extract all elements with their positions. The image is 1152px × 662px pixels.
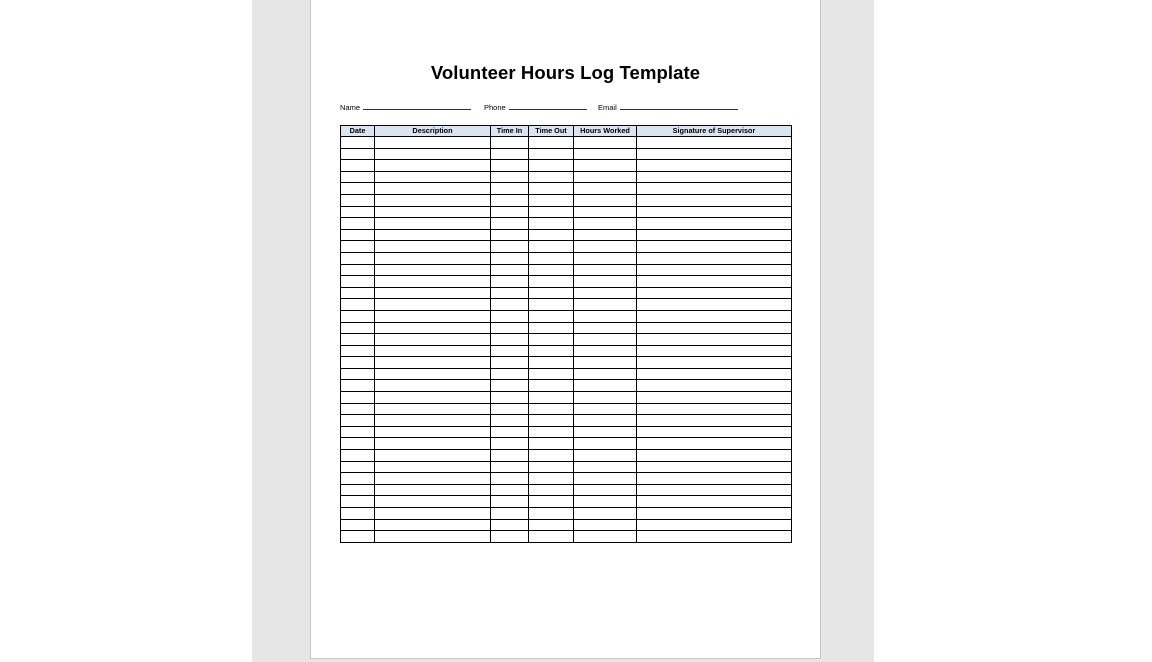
table-cell[interactable] bbox=[375, 461, 491, 473]
table-cell[interactable] bbox=[375, 218, 491, 230]
table-cell[interactable] bbox=[491, 276, 529, 288]
table-row bbox=[341, 380, 792, 392]
table-cell[interactable] bbox=[574, 264, 637, 276]
table-cell[interactable] bbox=[574, 229, 637, 241]
table-cell[interactable] bbox=[491, 299, 529, 311]
table-row bbox=[341, 299, 792, 311]
table-cell[interactable] bbox=[491, 357, 529, 369]
table-row bbox=[341, 531, 792, 543]
table-row bbox=[341, 137, 792, 149]
table-cell[interactable] bbox=[529, 206, 574, 218]
volunteer-log-table bbox=[340, 125, 792, 543]
table-cell[interactable] bbox=[529, 218, 574, 230]
table-cell[interactable] bbox=[529, 380, 574, 392]
table-cell[interactable] bbox=[637, 496, 792, 508]
table-cell[interactable] bbox=[529, 276, 574, 288]
table-cell[interactable] bbox=[529, 264, 574, 276]
email-blank-line bbox=[620, 102, 738, 110]
table-cell[interactable] bbox=[375, 531, 491, 543]
table-cell[interactable] bbox=[375, 438, 491, 450]
table-row bbox=[341, 276, 792, 288]
table-cell[interactable] bbox=[637, 299, 792, 311]
table-row bbox=[341, 496, 792, 508]
table-row bbox=[341, 322, 792, 334]
table-body bbox=[341, 137, 792, 543]
table-row bbox=[341, 264, 792, 276]
table-cell[interactable] bbox=[637, 287, 792, 299]
table-cell[interactable] bbox=[637, 183, 792, 195]
table-cell[interactable] bbox=[637, 508, 792, 520]
email-label: Email bbox=[598, 103, 617, 112]
table-cell[interactable] bbox=[375, 368, 491, 380]
table-cell[interactable] bbox=[529, 171, 574, 183]
table-cell[interactable] bbox=[341, 496, 375, 508]
table-cell[interactable] bbox=[574, 345, 637, 357]
table-cell[interactable] bbox=[574, 496, 637, 508]
table-cell[interactable] bbox=[637, 194, 792, 206]
document-page[interactable] bbox=[310, 0, 821, 659]
table-cell[interactable] bbox=[574, 357, 637, 369]
table-cell[interactable] bbox=[574, 415, 637, 427]
table-cell[interactable] bbox=[529, 415, 574, 427]
table-cell[interactable] bbox=[375, 252, 491, 264]
table-cell[interactable] bbox=[341, 484, 375, 496]
table-cell[interactable] bbox=[341, 194, 375, 206]
table-row bbox=[341, 334, 792, 346]
table-cell[interactable] bbox=[491, 426, 529, 438]
table-cell[interactable] bbox=[529, 496, 574, 508]
table-cell[interactable] bbox=[529, 194, 574, 206]
table-cell[interactable] bbox=[529, 438, 574, 450]
table-cell[interactable] bbox=[529, 287, 574, 299]
table-cell[interactable] bbox=[637, 473, 792, 485]
table-cell[interactable] bbox=[491, 264, 529, 276]
table-cell[interactable] bbox=[574, 137, 637, 149]
table-cell[interactable] bbox=[529, 519, 574, 531]
table-cell[interactable] bbox=[491, 508, 529, 520]
table-cell[interactable] bbox=[637, 276, 792, 288]
table-row bbox=[341, 519, 792, 531]
table-cell[interactable] bbox=[529, 357, 574, 369]
table-cell[interactable] bbox=[637, 426, 792, 438]
table-cell[interactable] bbox=[341, 357, 375, 369]
column-header-date: Date bbox=[341, 126, 375, 137]
table-cell[interactable] bbox=[637, 264, 792, 276]
table-cell[interactable] bbox=[491, 473, 529, 485]
table-row bbox=[341, 357, 792, 369]
table-cell[interactable] bbox=[491, 160, 529, 172]
table-cell[interactable] bbox=[375, 403, 491, 415]
table-cell[interactable] bbox=[491, 218, 529, 230]
table-cell[interactable] bbox=[529, 229, 574, 241]
table-cell[interactable] bbox=[491, 380, 529, 392]
document-title: Volunteer Hours Log Template bbox=[430, 62, 701, 83]
column-header-time-out: Time Out bbox=[529, 126, 574, 137]
table-cell[interactable] bbox=[637, 415, 792, 427]
table-cell[interactable] bbox=[574, 461, 637, 473]
table-row bbox=[341, 160, 792, 172]
table-cell[interactable] bbox=[637, 519, 792, 531]
table-cell[interactable] bbox=[375, 241, 491, 253]
column-header-hours-worked: Hours Worked bbox=[574, 126, 637, 137]
table-cell[interactable] bbox=[637, 206, 792, 218]
table-cell[interactable] bbox=[341, 415, 375, 427]
table-row bbox=[341, 218, 792, 230]
table-cell[interactable] bbox=[574, 171, 637, 183]
table-row bbox=[341, 426, 792, 438]
table-cell[interactable] bbox=[375, 380, 491, 392]
table-cell[interactable] bbox=[375, 183, 491, 195]
table-cell[interactable] bbox=[529, 334, 574, 346]
table-cell[interactable] bbox=[574, 310, 637, 322]
table-cell[interactable] bbox=[491, 137, 529, 149]
table-cell[interactable] bbox=[375, 496, 491, 508]
table-cell[interactable] bbox=[574, 276, 637, 288]
table-cell[interactable] bbox=[375, 450, 491, 462]
table-cell[interactable] bbox=[574, 426, 637, 438]
table-cell[interactable] bbox=[491, 310, 529, 322]
table-cell[interactable] bbox=[637, 334, 792, 346]
table-cell[interactable] bbox=[341, 403, 375, 415]
table-cell[interactable] bbox=[375, 276, 491, 288]
table-cell[interactable] bbox=[574, 194, 637, 206]
table-header-row bbox=[341, 126, 792, 137]
table-cell[interactable] bbox=[375, 264, 491, 276]
column-header-description: Description bbox=[375, 126, 491, 137]
table-row bbox=[341, 345, 792, 357]
table-cell[interactable] bbox=[341, 299, 375, 311]
table-cell[interactable] bbox=[341, 519, 375, 531]
table-cell[interactable] bbox=[574, 368, 637, 380]
table-cell[interactable] bbox=[375, 392, 491, 404]
table-cell[interactable] bbox=[375, 287, 491, 299]
table-cell[interactable] bbox=[529, 299, 574, 311]
table-row bbox=[341, 438, 792, 450]
table-cell[interactable] bbox=[574, 218, 637, 230]
table-cell[interactable] bbox=[529, 392, 574, 404]
table-row bbox=[341, 229, 792, 241]
table-cell[interactable] bbox=[341, 345, 375, 357]
table-cell[interactable] bbox=[491, 171, 529, 183]
table-row bbox=[341, 148, 792, 160]
table-cell[interactable] bbox=[637, 438, 792, 450]
name-label: Name bbox=[340, 103, 361, 112]
table-row bbox=[341, 403, 792, 415]
table-cell[interactable] bbox=[341, 229, 375, 241]
table-cell[interactable] bbox=[375, 357, 491, 369]
table-cell[interactable] bbox=[375, 415, 491, 427]
table-cell[interactable] bbox=[375, 171, 491, 183]
table-cell[interactable] bbox=[491, 334, 529, 346]
table-cell[interactable] bbox=[341, 241, 375, 253]
table-cell[interactable] bbox=[491, 415, 529, 427]
table-cell[interactable] bbox=[375, 299, 491, 311]
table-cell[interactable] bbox=[341, 531, 375, 543]
table-cell[interactable] bbox=[637, 218, 792, 230]
table-cell[interactable] bbox=[341, 218, 375, 230]
table-cell[interactable] bbox=[529, 148, 574, 160]
table-cell[interactable] bbox=[491, 252, 529, 264]
column-header-signature: Signature of Supervisor bbox=[637, 126, 792, 137]
name-field bbox=[340, 102, 471, 112]
table-cell[interactable] bbox=[574, 299, 637, 311]
table-cell[interactable] bbox=[574, 438, 637, 450]
table-cell[interactable] bbox=[574, 450, 637, 462]
table-cell[interactable] bbox=[574, 508, 637, 520]
table-cell[interactable] bbox=[491, 484, 529, 496]
table-cell[interactable] bbox=[574, 206, 637, 218]
table-cell[interactable] bbox=[529, 310, 574, 322]
table-cell[interactable] bbox=[491, 519, 529, 531]
table-cell[interactable] bbox=[341, 148, 375, 160]
table-row bbox=[341, 392, 792, 404]
table-cell[interactable] bbox=[529, 461, 574, 473]
table-cell[interactable] bbox=[341, 252, 375, 264]
table-cell[interactable] bbox=[637, 357, 792, 369]
table-cell[interactable] bbox=[529, 508, 574, 520]
table-cell[interactable] bbox=[637, 160, 792, 172]
table-cell[interactable] bbox=[637, 484, 792, 496]
table-cell[interactable] bbox=[637, 345, 792, 357]
table-cell[interactable] bbox=[637, 137, 792, 149]
table-cell[interactable] bbox=[491, 183, 529, 195]
table-cell[interactable] bbox=[637, 171, 792, 183]
table-cell[interactable] bbox=[529, 368, 574, 380]
table-cell[interactable] bbox=[637, 148, 792, 160]
table-cell[interactable] bbox=[574, 183, 637, 195]
table-cell[interactable] bbox=[637, 461, 792, 473]
table-cell[interactable] bbox=[491, 229, 529, 241]
table-cell[interactable] bbox=[375, 194, 491, 206]
phone-field bbox=[484, 102, 587, 112]
table-cell[interactable] bbox=[341, 206, 375, 218]
table-cell[interactable] bbox=[637, 229, 792, 241]
table-cell[interactable] bbox=[491, 194, 529, 206]
table-cell[interactable] bbox=[341, 171, 375, 183]
table-row bbox=[341, 473, 792, 485]
table-cell[interactable] bbox=[491, 438, 529, 450]
table-row bbox=[341, 461, 792, 473]
table-cell[interactable] bbox=[341, 334, 375, 346]
table-cell[interactable] bbox=[637, 403, 792, 415]
table-cell[interactable] bbox=[574, 519, 637, 531]
table-cell[interactable] bbox=[375, 519, 491, 531]
table-row bbox=[341, 508, 792, 520]
table-cell[interactable] bbox=[529, 531, 574, 543]
table-cell[interactable] bbox=[574, 252, 637, 264]
table-cell[interactable] bbox=[529, 160, 574, 172]
table-cell[interactable] bbox=[491, 345, 529, 357]
table-cell[interactable] bbox=[574, 380, 637, 392]
table-cell[interactable] bbox=[529, 241, 574, 253]
phone-label: Phone bbox=[484, 103, 506, 112]
table-cell[interactable] bbox=[375, 310, 491, 322]
email-field bbox=[598, 102, 738, 112]
table-row bbox=[341, 241, 792, 253]
table-cell[interactable] bbox=[637, 392, 792, 404]
table-row bbox=[341, 310, 792, 322]
table-cell[interactable] bbox=[529, 484, 574, 496]
table-cell[interactable] bbox=[637, 450, 792, 462]
table-cell[interactable] bbox=[491, 392, 529, 404]
table-cell[interactable] bbox=[574, 322, 637, 334]
table-cell[interactable] bbox=[375, 473, 491, 485]
table-cell[interactable] bbox=[574, 287, 637, 299]
table-cell[interactable] bbox=[637, 241, 792, 253]
table-cell[interactable] bbox=[341, 322, 375, 334]
table-cell[interactable] bbox=[341, 264, 375, 276]
table-cell[interactable] bbox=[637, 252, 792, 264]
table-cell[interactable] bbox=[341, 473, 375, 485]
table-cell[interactable] bbox=[341, 380, 375, 392]
table-cell[interactable] bbox=[491, 531, 529, 543]
table-cell[interactable] bbox=[574, 473, 637, 485]
table-cell[interactable] bbox=[529, 450, 574, 462]
table-cell[interactable] bbox=[341, 450, 375, 462]
table-cell[interactable] bbox=[491, 148, 529, 160]
name-blank-line bbox=[363, 102, 471, 110]
table-cell[interactable] bbox=[637, 368, 792, 380]
table-cell[interactable] bbox=[529, 137, 574, 149]
table-cell[interactable] bbox=[375, 334, 491, 346]
table-row bbox=[341, 252, 792, 264]
table-cell[interactable] bbox=[529, 322, 574, 334]
table-cell[interactable] bbox=[529, 473, 574, 485]
table-cell[interactable] bbox=[637, 322, 792, 334]
table-cell[interactable] bbox=[375, 426, 491, 438]
table-cell[interactable] bbox=[341, 461, 375, 473]
table-row bbox=[341, 415, 792, 427]
table-cell[interactable] bbox=[574, 148, 637, 160]
table-cell[interactable] bbox=[341, 137, 375, 149]
table-cell[interactable] bbox=[574, 241, 637, 253]
table-cell[interactable] bbox=[574, 392, 637, 404]
table-cell[interactable] bbox=[491, 241, 529, 253]
table-cell[interactable] bbox=[341, 426, 375, 438]
table-cell[interactable] bbox=[491, 287, 529, 299]
table-cell[interactable] bbox=[375, 345, 491, 357]
table-row bbox=[341, 206, 792, 218]
table-row bbox=[341, 450, 792, 462]
table-cell[interactable] bbox=[375, 229, 491, 241]
table-cell[interactable] bbox=[574, 160, 637, 172]
table-row bbox=[341, 183, 792, 195]
table-cell[interactable] bbox=[341, 276, 375, 288]
table-cell[interactable] bbox=[341, 160, 375, 172]
table-cell[interactable] bbox=[637, 531, 792, 543]
table-row bbox=[341, 484, 792, 496]
table-cell[interactable] bbox=[341, 310, 375, 322]
table-cell[interactable] bbox=[491, 368, 529, 380]
table-cell[interactable] bbox=[574, 484, 637, 496]
table-cell[interactable] bbox=[341, 392, 375, 404]
table-cell[interactable] bbox=[529, 183, 574, 195]
table-cell[interactable] bbox=[574, 531, 637, 543]
table-cell[interactable] bbox=[341, 183, 375, 195]
table-cell[interactable] bbox=[574, 334, 637, 346]
table-cell[interactable] bbox=[529, 403, 574, 415]
table-row bbox=[341, 194, 792, 206]
table-row bbox=[341, 287, 792, 299]
table-cell[interactable] bbox=[375, 322, 491, 334]
table-cell[interactable] bbox=[574, 403, 637, 415]
table-cell[interactable] bbox=[491, 403, 529, 415]
table-row bbox=[341, 368, 792, 380]
table-cell[interactable] bbox=[491, 206, 529, 218]
table-cell[interactable] bbox=[375, 508, 491, 520]
phone-blank-line bbox=[509, 102, 587, 110]
table-cell[interactable] bbox=[375, 206, 491, 218]
table-cell[interactable] bbox=[341, 368, 375, 380]
table-cell[interactable] bbox=[341, 438, 375, 450]
table-row bbox=[341, 171, 792, 183]
table-cell[interactable] bbox=[375, 160, 491, 172]
table-cell[interactable] bbox=[491, 322, 529, 334]
table-cell[interactable] bbox=[375, 137, 491, 149]
table-cell[interactable] bbox=[491, 450, 529, 462]
table-cell[interactable] bbox=[491, 461, 529, 473]
table-cell[interactable] bbox=[637, 380, 792, 392]
table-cell[interactable] bbox=[529, 252, 574, 264]
table-cell[interactable] bbox=[529, 426, 574, 438]
table-cell[interactable] bbox=[491, 496, 529, 508]
column-header-time-in: Time In bbox=[491, 126, 529, 137]
table-cell[interactable] bbox=[375, 484, 491, 496]
table-cell[interactable] bbox=[341, 287, 375, 299]
table-cell[interactable] bbox=[341, 508, 375, 520]
table-cell[interactable] bbox=[375, 148, 491, 160]
table-cell[interactable] bbox=[529, 345, 574, 357]
table-cell[interactable] bbox=[637, 310, 792, 322]
